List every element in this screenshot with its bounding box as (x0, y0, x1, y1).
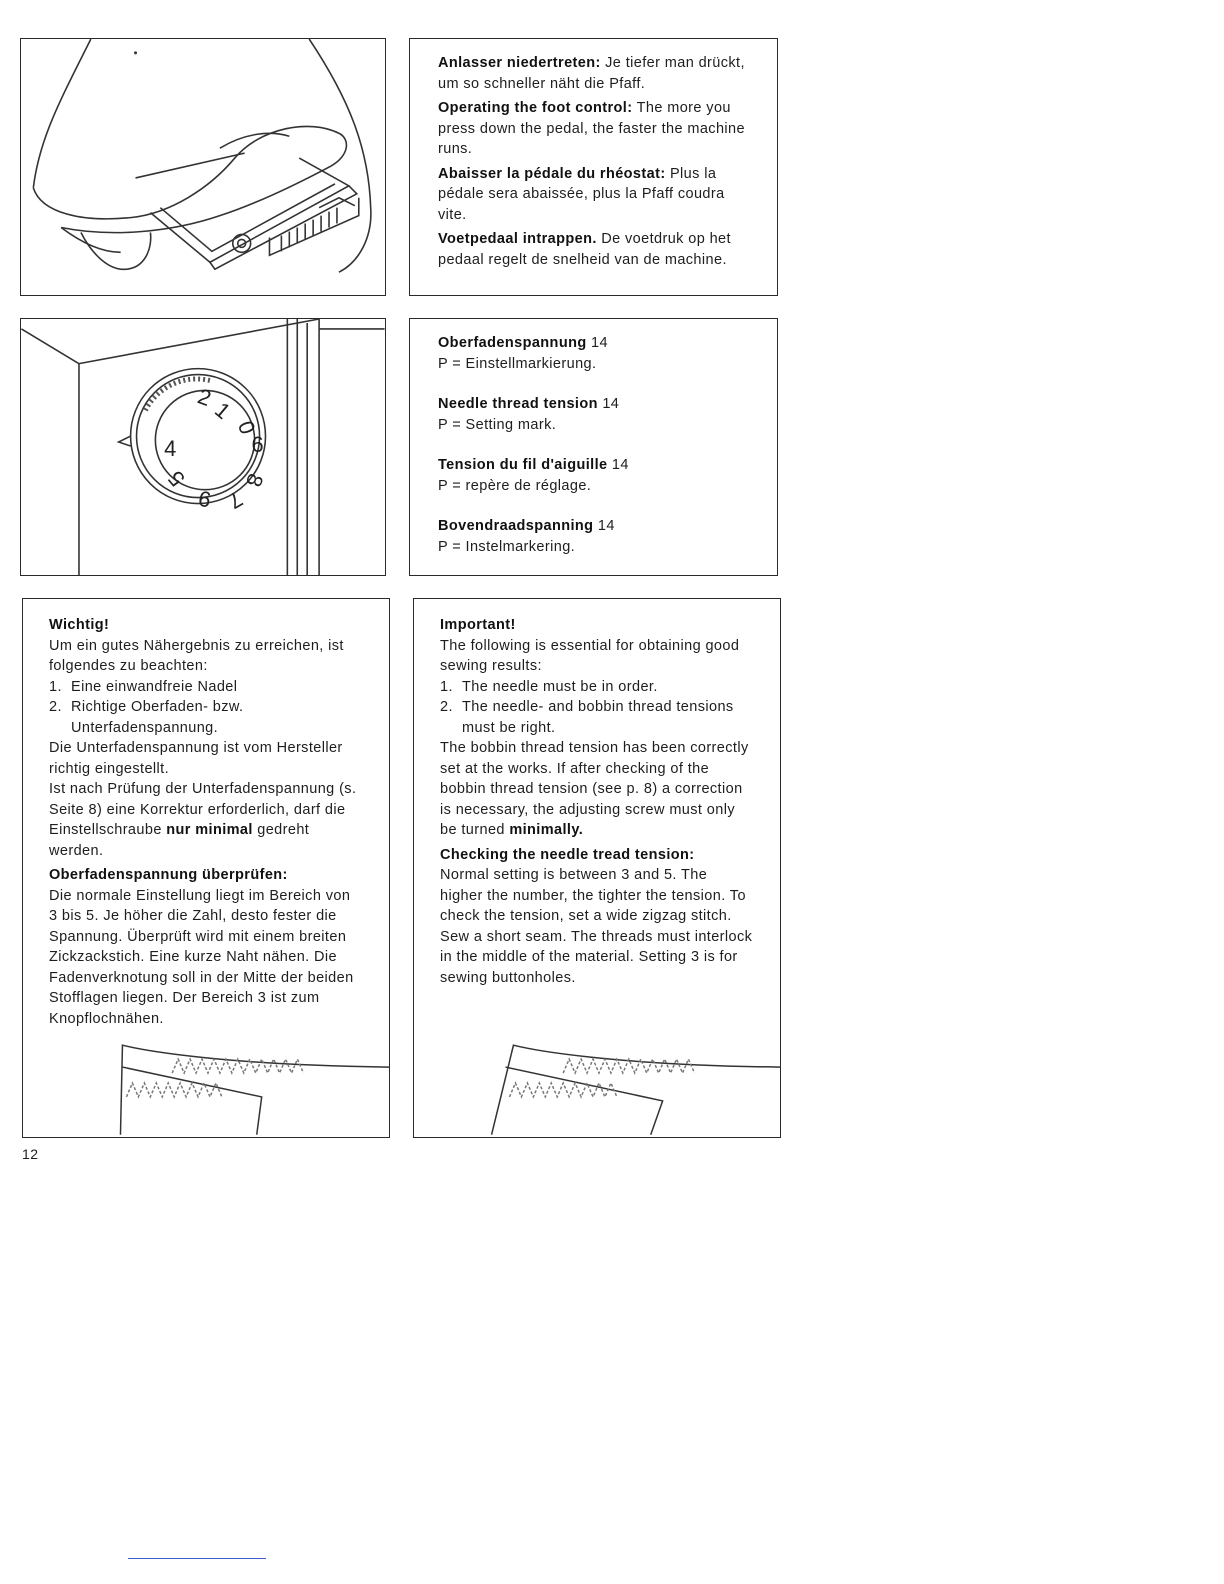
dial-number: 5 (162, 465, 190, 492)
dial-number: 7 (224, 486, 248, 514)
list-item: 2. Richtige Oberfaden- bzw. Unterfadenspannung. (49, 699, 244, 736)
important-en-block (413, 598, 781, 1138)
footer-rule (128, 1558, 266, 1559)
foot-control-en: Operating the foot control: The more you press down the pedal, the faster the machine runs. (438, 100, 745, 157)
page-number: 12 (22, 1146, 39, 1162)
tension-dial-illustration (20, 318, 386, 576)
foot-control-de: Anlasser niedertreten: Je tiefer man drückt, um so schneller näht die Pfaff. (438, 55, 745, 92)
dial-number: 9 (196, 485, 213, 513)
seam-text-en: Sew a short seam. The threads must interlock in the middle of the material. Setting 3 is for sewing buttonholes. (440, 928, 753, 986)
bobbin-tension-de: Die Unterfadenspannung ist vom Hersteller richtig eingestellt. (49, 740, 343, 777)
foot-control-nl: Voetpedaal intrappen. De voetdruk op het pedaal regelt de snelheid van de machine. (438, 231, 731, 268)
foot-control-fr: Abaisser la pédale du rhéostat: Plus la pédale sera abaissée, plus la Pfaff coudra vite. (438, 165, 725, 223)
foot-control-text-block (409, 38, 778, 296)
intro-en: The following is essential for obtaining good sewing results: (440, 637, 740, 674)
dial-number: 2 (194, 383, 215, 412)
dial-number: 0 (232, 417, 261, 438)
needle-tension-text-block (409, 318, 778, 576)
subheading-check-en: Checking the needle tread tension: (440, 846, 695, 863)
tension-dial-drawing (21, 319, 385, 575)
steps-en (440, 677, 754, 739)
tension-item-fr: Tension du fil d'aiguille 14 P = repère de réglage. (438, 457, 629, 494)
list-item: 1. Eine einwandfreie Nadel (49, 678, 238, 695)
dial-number: 4 (164, 435, 177, 461)
correction-de: Ist nach Prüfung der Unterfadenspannung (s. Seite 8) eine Korrektur erforderlich, darf die Einstellschraube nur minimal gedreht werden. (49, 781, 357, 859)
steps-de (49, 677, 363, 739)
intro-de: Um ein gutes Nähergebnis zu erreichen, ist folgendes zu beachten: (49, 637, 344, 674)
dial-number: 8 (240, 470, 269, 491)
tension-item-de: Oberfadenspannung 14 P = Einstellmarkierung. (438, 335, 608, 372)
zigzag-seam-sample-en (414, 1025, 780, 1137)
tension-item-nl: Bovendraadspanning 14 P = Instelmarkering. (438, 518, 615, 555)
check-text-de: Die normale Einstellung liegt im Bereich von 3 bis 5. Je höher die Zahl, desto fester die Spannung. Überprüft wird mit einem breiten Zickzackstich. Eine kurze Naht nähen. Die Fadenverknotung soll in der Mitte der beiden Stofflagen liegen. Der Bereich 3 ist zum Knopflochnähen. (49, 887, 354, 1027)
foot-on-pedal-drawing (21, 39, 385, 295)
dial-number: 1 (210, 397, 236, 424)
important-de-block (22, 598, 390, 1138)
bobbin-tension-en: The bobbin thread tension has been correctly set at the works. If after checking of the bobbin thread tension (see p. 8) a correction is necessary, the adjusting screw must only be turned minimally. (440, 740, 749, 838)
dial-number: 6 (251, 431, 264, 457)
heading-important: Important! (440, 617, 516, 633)
subheading-check-de: Oberfadenspannung überprüfen: (49, 867, 288, 883)
list-item: 1. The needle must be in order. (440, 678, 658, 695)
foot-pedal-illustration (20, 38, 386, 296)
heading-wichtig: Wichtig! (49, 617, 110, 633)
list-item: 2. The needle- and bobbin thread tensions must be right. (440, 699, 734, 736)
check-text-en: Normal setting is between 3 and 5. The higher the number, the tighter the tension. To check the tension, set a wide zigzag stitch. (440, 867, 746, 924)
zigzag-seam-sample-de (23, 1025, 389, 1137)
tension-item-en: Needle thread tension 14 P = Setting mark. (438, 396, 620, 433)
